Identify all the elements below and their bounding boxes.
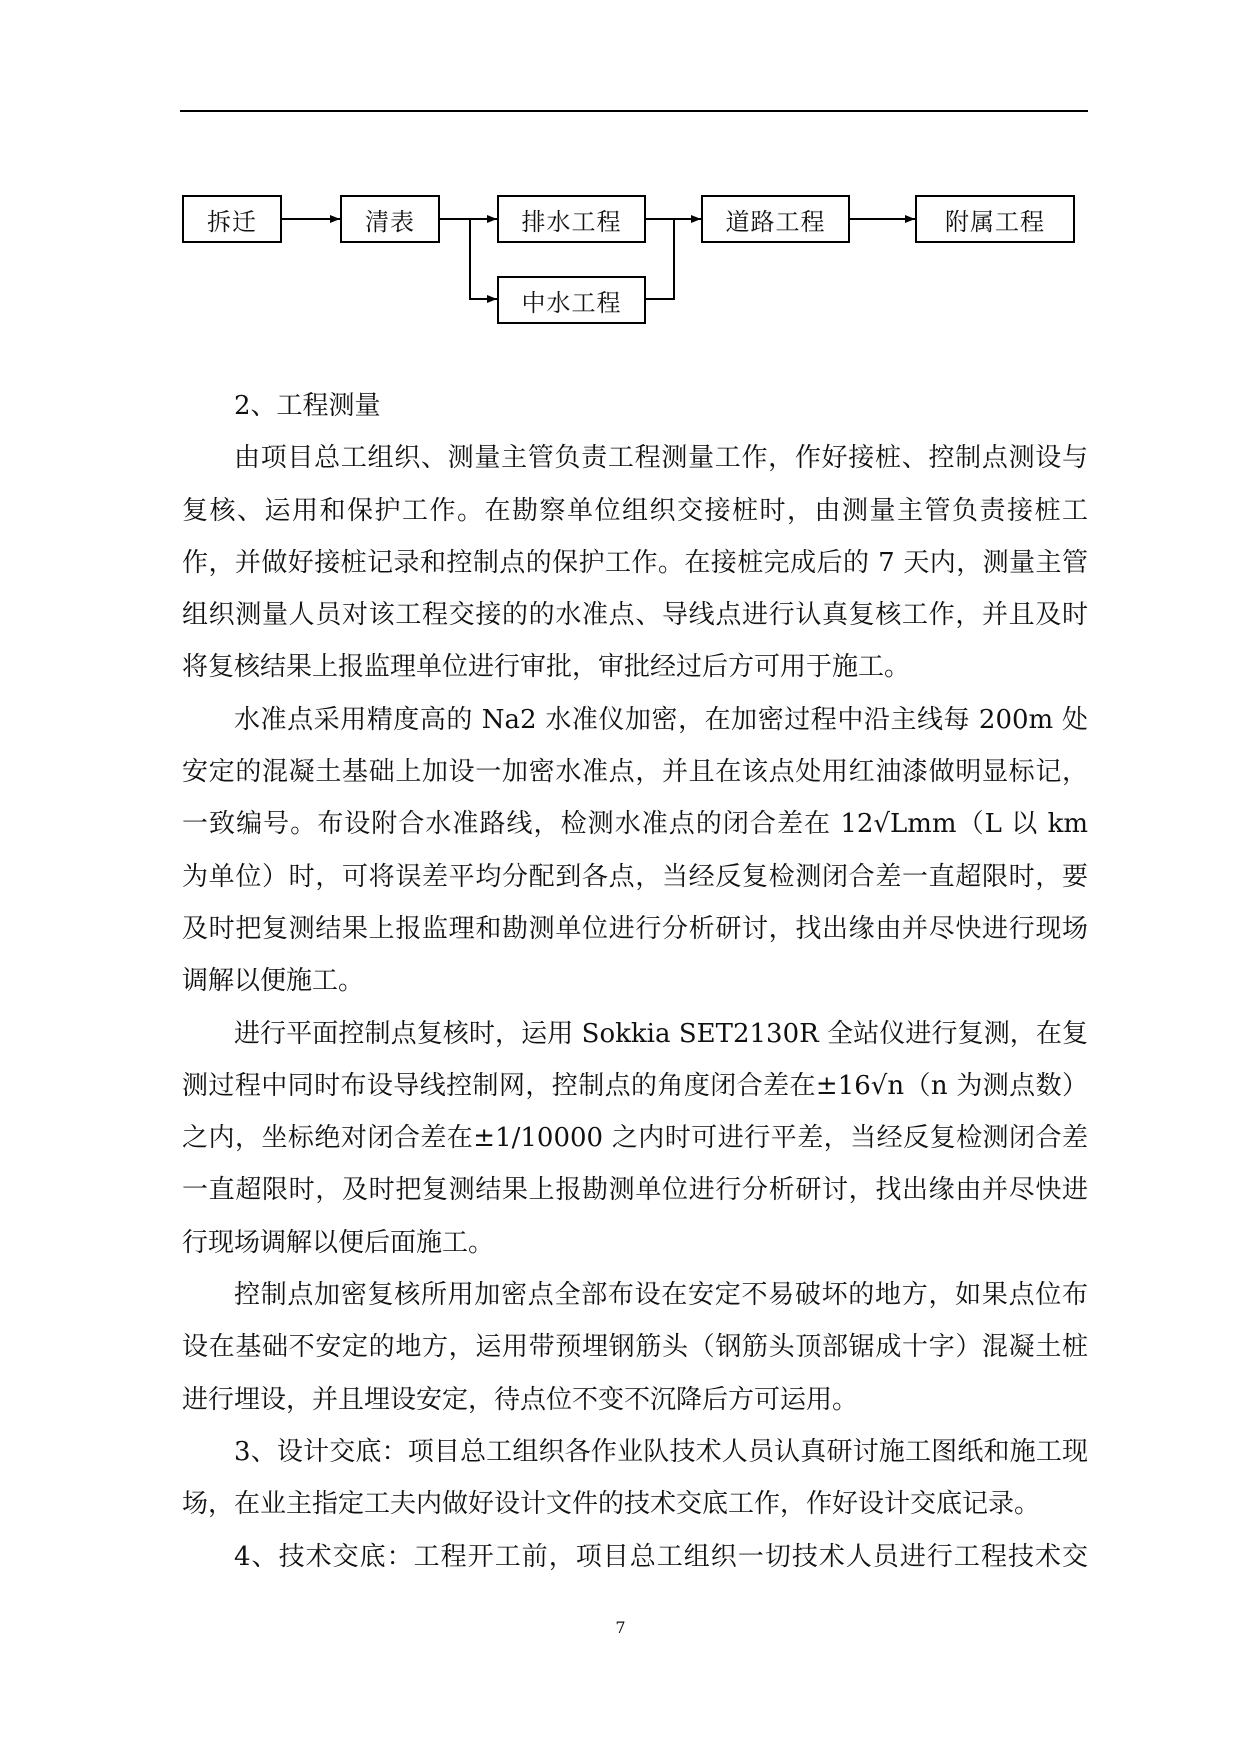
- paragraph-benchmark-densification: 水准点采用精度高的 Na2 水准仪加密，在加密过程中沿主线每 200m 处安定的混凝土基础上加设一加密水准点，并且在该点处用红油漆做明显标记，一致编号。布设附合水准路线，检测水准点的闭合差在 12√Lmm（L 以 km 为单位）时，可将误差平均分配到各点，当经反复检测闭合差一直超限时，要及时把复测结果上报监理和勘测单位进行分析研讨，找出缘由并尽快进行现场调解以便施工。: [182, 704, 1088, 997]
- paragraph-control-point-burial: 控制点加密复核所用加密点全部布设在安定不易破坏的地方，如果点位布设在基础不安定的地方，运用带预埋钢筋头（钢筋头顶部锯成十字）混凝土桩进行埋设，并且埋设安定，待点位不变不沉降后方可运用。: [182, 1280, 1088, 1415]
- arrow-clear-to-reclaimed-water: [470, 219, 497, 299]
- paragraph-design-briefing: 3、设计交底：项目总工组织各作业队技术人员认真研讨施工图纸和施工现场，在业主指定工夫内做好设计文件的技术交底工作，作好设计交底记录。: [182, 1436, 1088, 1520]
- flow-node-demolish: 拆迁: [182, 195, 282, 243]
- flow-node-drainage: 排水工程: [497, 195, 646, 243]
- document-body: [182, 380, 1088, 1583]
- flow-node-ancillary: 附属工程: [915, 195, 1075, 243]
- connector-reclaimed-water-merge: [646, 219, 674, 299]
- section-heading-survey: 2、工程测量: [234, 391, 381, 421]
- process-flowchart: [0, 0, 1241, 340]
- flow-node-reclaimed-water: 中水工程: [497, 276, 646, 324]
- page-number: 7: [615, 1618, 626, 1637]
- flow-node-road: 道路工程: [701, 195, 850, 243]
- flow-node-clear: 清表: [340, 195, 440, 243]
- paragraph-technical-briefing: 4、技术交底：工程开工前，项目总工组织一切技术人员进行工程技术交: [234, 1541, 1088, 1572]
- paragraph-survey-responsibility: 由项目总工组织、测量主管负责工程测量工作，作好接桩、控制点测设与复核、运用和保护工作。在勘察单位组织交接桩时，由测量主管负责接桩工作，并做好接桩记录和控制点的保护工作。在接桩完成后的 7 天内，测量主管组织测量人员对该工程交接的的水准点、导线点进行认真复核工作，并且及时将复核结果上报监理单位进行审批，审批经过后方可用于施工。: [182, 443, 1088, 683]
- paragraph-plane-control-check: 进行平面控制点复核时，运用 Sokkia SET2130R 全站仪进行复测，在复测过程中同时布设导线控制网，控制点的角度闭合差在±16√n（n 为测点数）之内，坐标绝对闭合差在±1/10000 之内时可进行平差，当经反复检测闭合差一直超限时，及时把复测结果上报勘测单位进行分析研讨，找出缘由并尽快进行现场调解以便后面施工。: [182, 1018, 1088, 1258]
